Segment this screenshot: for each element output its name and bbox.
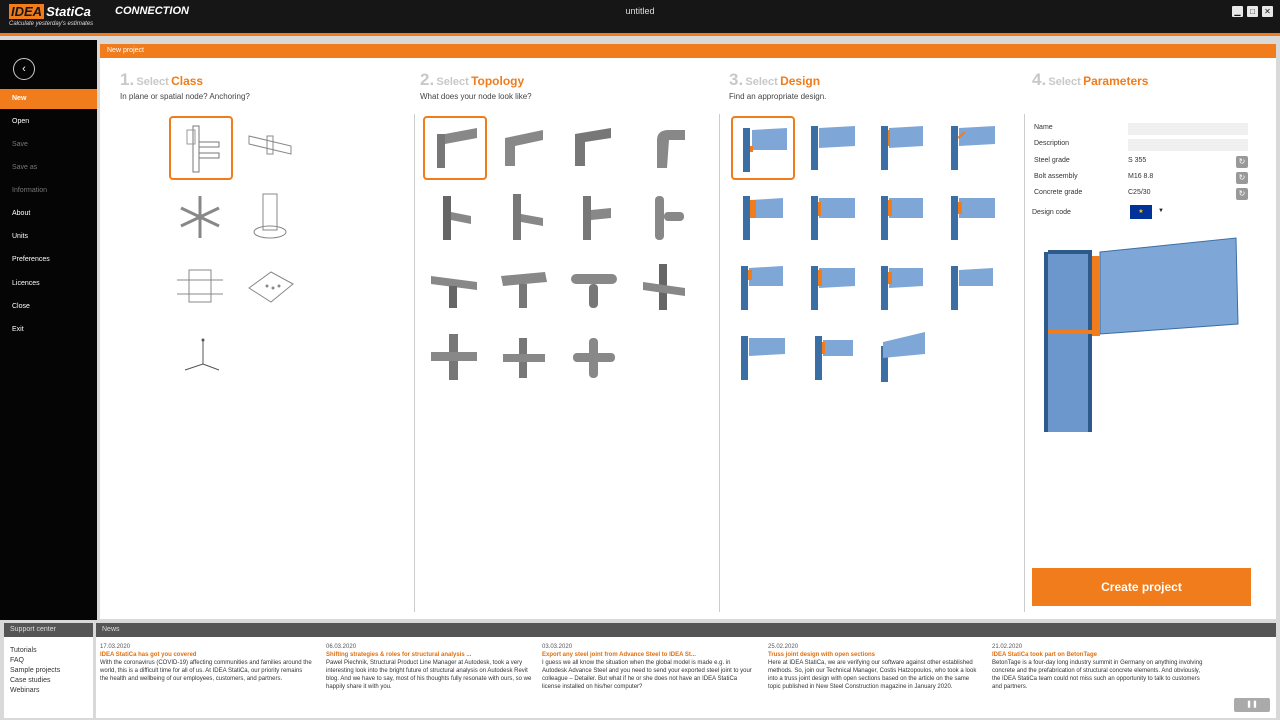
minimize-button[interactable]: ▁ [1232,6,1243,17]
news-panel [96,623,1276,718]
description-input[interactable] [1128,139,1248,151]
corner-joint-icon [495,118,553,176]
support-link-tutorials[interactable]: Tutorials [10,647,37,654]
topology-tile-9[interactable] [423,256,487,320]
tube-beam-icon [565,258,623,316]
design-variant-icon [803,328,861,386]
sidebar [0,40,97,620]
design-tile-10[interactable] [801,256,865,320]
cross-joint-icon [425,328,483,386]
axes-icon [171,328,229,386]
design-tile-5[interactable] [731,186,795,250]
design-tile-6[interactable] [801,186,865,250]
brand-prefix: IDEA [11,4,43,19]
topology-tile-8[interactable] [633,186,697,250]
topology-tile-3[interactable] [563,116,627,180]
design-tile-11[interactable] [871,256,935,320]
cross-column-icon [635,258,693,316]
news-item[interactable] [992,643,1204,691]
document-title: untitled [625,6,655,16]
bolt-assembly-label: Bolt assembly [1034,173,1078,180]
news-pager-icon[interactable]: ❚❚ [1234,698,1270,712]
topology-tile-14[interactable] [493,326,557,390]
reset-icon[interactable]: ↻ [1236,156,1248,168]
bolt-assembly-value[interactable]: M16 8.8 [1128,173,1154,180]
news-date: 06.03.2020 [326,644,357,650]
knee-joint-icon [565,118,623,176]
sidebar-item-open[interactable]: Open [12,118,30,125]
column-divider [719,114,720,612]
step-prefix: Select [136,76,169,88]
design-variant-icon [873,328,931,386]
topology-tile-6[interactable] [493,186,557,250]
beam-splice-icon [241,118,299,176]
beam-column-icon [427,120,485,178]
step-class-title [120,70,203,90]
reset-icon[interactable]: ↻ [1236,188,1248,200]
design-variant-icon [803,188,861,246]
joint-preview [1036,234,1248,434]
step-parameters-title [1032,70,1148,90]
design-tile-7[interactable] [871,186,935,250]
topology-tile-12[interactable] [633,256,697,320]
step-class-desc: In plane or spatial node? Anchoring? [120,92,250,101]
sidebar-item-about[interactable]: About [12,210,31,217]
step-number: 3. [729,70,744,89]
news-date: 17.03.2020 [100,644,131,650]
news-headline[interactable]: IDEA StatiCa took part on BetonTage [992,652,1098,658]
step-name: Class [171,74,204,88]
design-tile-15[interactable] [871,326,935,390]
topology-tile-5[interactable] [423,186,487,250]
sidebar-item-information[interactable]: Information [12,187,48,194]
tee-side-icon [425,188,483,246]
tube-tee-icon [635,188,693,246]
tube-corner-icon [635,118,693,176]
news-text: I guess we all know the situation when the global model is made e.g. in Autodesk Advance Steel and you need to send your exported steel joint to your colleague – Detailer. But what if he or she does not have an IDEA StatiCa license installed on his/her computer? [542,660,752,690]
sidebar-item-close[interactable]: Close [12,303,30,310]
tube-cross-icon [565,328,623,386]
steel-grade-value[interactable]: S 355 [1128,157,1147,164]
support-link-sample-projects[interactable]: Sample projects [10,667,61,674]
design-variant-icon [873,188,931,246]
design-variant-icon [873,118,931,176]
topology-tile-2[interactable] [493,116,557,180]
reset-icon[interactable]: ↻ [1236,172,1248,184]
design-tile-8[interactable] [941,186,1005,250]
sidebar-item-save[interactable]: Save [12,141,28,148]
design-variant-icon [803,258,861,316]
design-code-label: Design code [1032,209,1071,216]
topology-tile-13[interactable] [423,326,487,390]
title-bar [0,0,1280,36]
news-text: With the coronavirus (COVID-19) affecting communities and families around the world, this is a difficult time for all of us. At IDEA StatiCa, our priority remains the health and wellbeing of our employees, customers, and partners. [100,660,312,682]
create-project-button[interactable]: Create project [1032,568,1251,606]
class-tile-anchoring[interactable] [239,186,303,250]
topology-tile-11[interactable] [563,256,627,320]
news-headline[interactable]: Shifting strategies & roles for structural analysis ... [326,652,472,658]
class-tile-axes[interactable] [169,326,233,390]
step-name: Topology [471,74,525,88]
column-divider [414,114,415,612]
step-number: 4. [1032,70,1047,89]
spatial-node-icon [171,188,229,246]
tee-offset-icon [565,188,623,246]
sidebar-item-new[interactable]: New [0,89,97,109]
design-variant-icon [873,258,931,316]
design-variant-icon [733,328,791,386]
tee-joint-icon [495,188,553,246]
back-arrow-icon[interactable]: ‹ [13,58,35,80]
design-tile-4[interactable] [941,116,1005,180]
topology-tile-15[interactable] [563,326,627,390]
class-tile-plane-node[interactable] [169,116,233,180]
support-center [4,623,93,718]
sidebar-item-preferences[interactable]: Preferences [12,256,50,263]
design-tile-14[interactable] [801,326,865,390]
column-divider [1024,114,1025,612]
general-node-icon [171,258,229,316]
support-link-webinars[interactable]: Webinars [10,687,40,694]
news-item[interactable] [326,643,538,691]
design-tile-13[interactable] [731,326,795,390]
news-date: 21.02.2020 [992,644,1023,650]
topology-tile-1[interactable] [423,116,487,180]
step-topology-desc: What does your node look like? [420,92,532,101]
concrete-grade-label: Concrete grade [1034,189,1083,196]
design-variant-icon [943,118,1001,176]
class-tile-spatial-node[interactable] [169,186,233,250]
news-item[interactable] [542,643,754,691]
news-item[interactable] [100,643,312,683]
news-text: BetonTage is a four-day long industry summit in Germany on anything involving concrete and the prefabrication of structural concrete elements. And obviously, the IDEA StatiCa team could not miss such an opportunity to talk to customers and partners. [992,660,1203,690]
description-label: Description [1034,140,1070,147]
design-variant-icon [943,188,1001,246]
beam-tee-icon [425,258,483,316]
cross-beam-icon [495,328,553,386]
class-tile-plate[interactable] [239,256,303,320]
panel-header: New project [100,44,1276,58]
endplate-design-icon [735,120,793,178]
column-base-icon [241,188,299,246]
news-text: Pawel Piechnik, Structural Product Line Manager at Autodesk, took a very interesting look into the bright future of structural analysis on Autodesk Revit blog. And we have to say, most of his thoughts fully resonate with ours, so we happily share it with you. [326,660,532,690]
concrete-grade-value[interactable]: C25/30 [1128,189,1151,196]
step-prefix: Select [436,76,469,88]
tagline: Calculate yesterday's estimates [9,21,94,27]
design-tile-3[interactable] [871,116,935,180]
step-topology-title [420,70,524,90]
design-tile-9[interactable] [731,256,795,320]
design-variant-icon [803,118,861,176]
news-title: News [96,623,1276,637]
topology-tile-7[interactable] [563,186,627,250]
step-number: 1. [120,70,135,89]
girder-tee-icon [495,258,553,316]
sidebar-item-licences[interactable]: Licences [12,280,40,287]
design-tile-12[interactable] [941,256,1005,320]
class-tile-beam-splice[interactable] [239,116,303,180]
news-headline[interactable]: Export any steel joint from Advance Steel to IDEA St... [542,652,696,658]
step-prefix: Select [745,76,778,88]
design-variant-icon [733,188,791,246]
step-design-desc: Find an appropriate design. [729,92,827,101]
brand-suffix: StatiCa [46,4,91,19]
topology-tile-4[interactable] [633,116,697,180]
close-button[interactable]: ✕ [1262,6,1273,17]
name-label: Name [1034,124,1053,131]
name-input[interactable] [1128,123,1248,135]
topology-tile-10[interactable] [493,256,557,320]
news-text: Here at IDEA StatiCa, we are verifying our software against other established methods. So, join our Technical Manager, Costis Hatzopoulos, who took a look into a truss joint design with open sections based on the article on the same topic published in New Steel Construction magazine in January 2020. [768,660,977,690]
steel-grade-label: Steel grade [1034,157,1070,164]
step-name: Parameters [1083,74,1149,88]
news-date: 03.03.2020 [542,644,573,650]
sidebar-item-exit[interactable]: Exit [12,326,24,333]
step-design-title [729,70,820,90]
sidebar-item-units[interactable]: Units [12,233,28,240]
chevron-down-icon[interactable]: ▼ [1158,208,1164,214]
plate-grid-icon [241,258,299,316]
product-name: CONNECTION [115,5,189,17]
maximize-button[interactable]: □ [1247,6,1258,17]
support-link-case-studies[interactable]: Case studies [10,677,51,684]
sidebar-item-save-as[interactable]: Save as [12,164,38,171]
news-headline[interactable]: IDEA StatiCa has got you covered [100,652,197,658]
step-prefix: Select [1048,76,1081,88]
design-tile-1[interactable] [731,116,795,180]
eu-flag-icon[interactable]: ★ [1130,205,1152,219]
design-variant-icon [733,258,791,316]
step-name: Design [780,74,821,88]
new-project-panel [100,44,1276,619]
support-link-faq[interactable]: FAQ [10,657,25,664]
plane-node-icon [173,120,231,178]
design-tile-2[interactable] [801,116,865,180]
step-number: 2. [420,70,435,89]
class-tile-general-3d[interactable] [169,256,233,320]
design-variant-icon [943,258,1001,316]
news-date: 25.02.2020 [768,644,799,650]
support-title: Support center [4,623,93,637]
news-headline[interactable]: Truss joint design with open sections [768,652,876,658]
news-item[interactable] [768,643,980,691]
